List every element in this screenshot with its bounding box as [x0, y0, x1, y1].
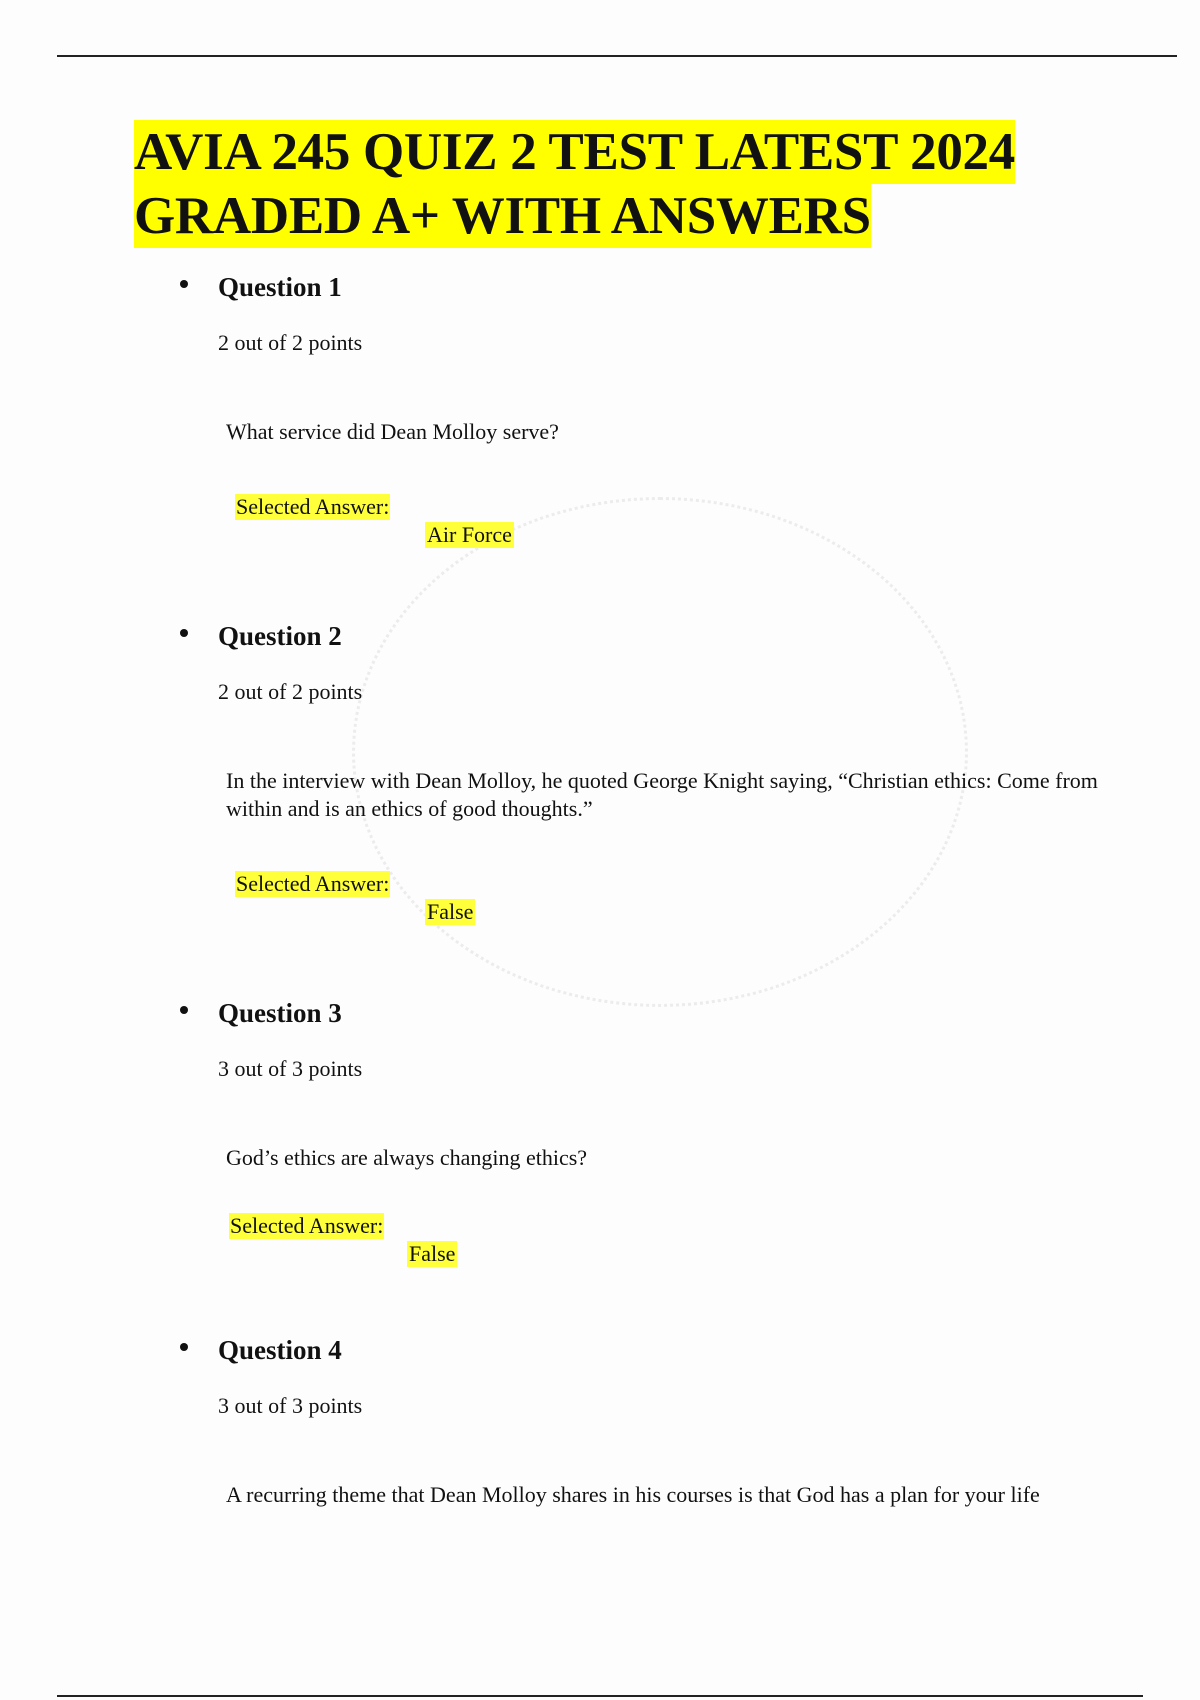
- selected-answer-label: Selected Answer:: [236, 871, 390, 896]
- question-points: 3 out of 3 points: [218, 1056, 363, 1081]
- question-heading: Question 1: [218, 272, 342, 302]
- bottom-rule: [57, 1695, 1143, 1697]
- title-line-1: AVIA 245 QUIZ 2 TEST LATEST 2024: [134, 120, 1015, 184]
- top-rule: [57, 55, 1177, 57]
- question-text: In the interview with Dean Molloy, he quoted George Knight saying, “Christian ethics: Come from within and is an ethics of good thoughts.”: [226, 768, 1098, 821]
- bullet-icon: [180, 629, 188, 637]
- selected-answer-label: Selected Answer:: [230, 1213, 384, 1238]
- bullet-icon: [180, 280, 188, 288]
- question-heading: Question 3: [218, 998, 342, 1028]
- question-heading: Question 2: [218, 621, 342, 651]
- selected-answer-value: False: [427, 899, 474, 924]
- selected-answer-value: False: [409, 1241, 456, 1266]
- selected-answer-value: Air Force: [427, 522, 512, 547]
- question-text: A recurring theme that Dean Molloy shares in his courses is that God has a plan for your life: [226, 1482, 1040, 1507]
- watermark-circle: [352, 497, 968, 1007]
- title-line-2: GRADED A+ WITH ANSWERS: [134, 184, 871, 248]
- bullet-icon: [180, 1006, 188, 1014]
- selected-answer-label: Selected Answer:: [236, 494, 390, 519]
- question-points: 3 out of 3 points: [218, 1393, 363, 1418]
- question-text: What service did Dean Molloy serve?: [226, 419, 559, 444]
- document-title: [134, 120, 1015, 248]
- question-points: 2 out of 2 points: [218, 679, 363, 704]
- bullet-icon: [180, 1343, 188, 1351]
- question-text: God’s ethics are always changing ethics?: [226, 1145, 588, 1170]
- question-points: 2 out of 2 points: [218, 330, 363, 355]
- question-heading: Question 4: [218, 1335, 342, 1365]
